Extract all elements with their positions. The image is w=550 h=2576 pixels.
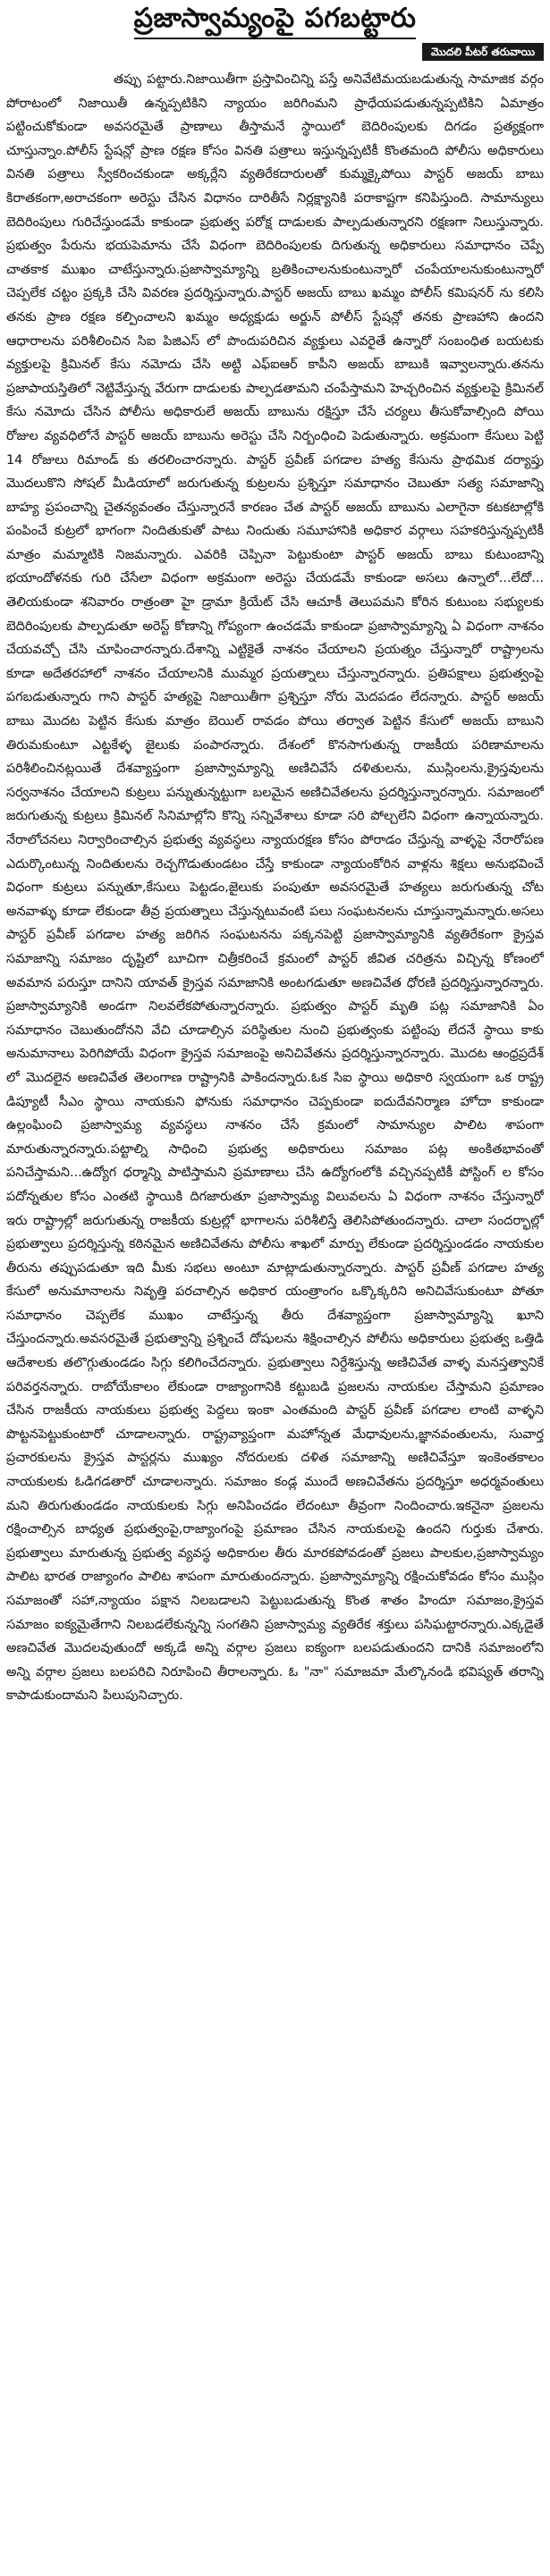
- article-body: తప్పు పట్టారు.నిజాయితీగా ప్రస్తావించిన్ని పస్తే అనివేటిమయబడుతున్న సామాజిక వర్గం పోరాటంలో నిజాయితీ ఉన్నప్పటికిని న్యాయం జరిగింమని ప్రాధేయపడుతున్నప్పటికిని ఏమాత్రం పట్టించుకోకుండా అవసరమైతే ప్రాణాలు తీస్తామనే స్థాయిలో బెదిరింపులకు దిగడం ప్రత్యక్షంగా చూస్తున్నాం.పోలీస్ స్టేషన్లో ప్రాణ రక్షణ కోసం వినతి పత్రాలు ఇస్తున్నప్పటికీ కొంతమంది పోలీసు అధికారులు వినతి పత్రాలు స్వీకరించకుండా అక్కర్లేని వ్యతిరేకదారులతో కుమ్మక్కైపోయి పాస్టర్ అజయ్ బాబు కిరాతకంగా,అరాచకంగా అరెస్టు చేసిన విధానం దారితీసే నిర్లక్ష్యానికి పరాకాష్టగా కనిపిస్తుంది. సామాన్యులు బెదిరింపులు గురిచేస్తుండమే కాకుండా ప్రభుత్వ పరోక్ష దాడులకు పాల్పడుతున్నారని రక్షణగా నిలుస్తున్నారు. ప్రభుత్వం పేరును భయపెమాను చేసే విధంగా బెదిరింపులకు దిగుతున్న అధికారులు సమాధానం చెప్పే చాతకాక ముఖం చాటేస్తున్నారు.ప్రజాస్వామ్యాన్ని బ్రతికించాలనుకుంటున్నారో చంపేయాలనుకుంటున్నారో చెప్పలేక చట్టం ప్రక్కకి చేసి వివరణ ప్రదర్శిస్తున్నారు.పాస్టర్ అజయ్ బాబు ఖమ్మం పోలీస్ కమిషనర్ ను కలిసి తనకు ప్రాణ రక్షణ కల్పించాలని ఖమ్మం అధ్యక్షుడు అర్జున్ పోలీస్ స్టేషన్లో తనకు ప్రాణహాని ఉందని ఆధారాలను పరిశీలించిన సిఐ పిజిఎస్ లో పొందుపరిచిన వ్యక్తులు ఎవరైతే ఉన్నారో సంబంధిత బయటకు వ్యక్తులపై క్రిమినల్ కేసు నమోదు చేసి అట్టి ఎఫ్ఐఆర్ కాపీని అజయ్ బాబుకి ఇవ్వాలన్నారు.తనను ప్రజాపాయస్తితిలో నెట్టివేస్తున్న వేరుగా దాడులకు పాల్పడతామని చంపేస్తామని హెచ్చరించిన వ్యక్తులపై క్రిమినల్ కేసు నమోదు చేసిన పోలీసు అధికారులే అజయ్ బాబును రక్షిస్తూ చేసే చర్యలు తీసుకోవాల్సింది పోయి రోజుల వ్యవధిలోనే పాస్టర్ అజయ్ బాబును అరెస్టు చేసి నిర్బంధించి పెడుతున్నారు. అక్రమంగా కేసులు పెట్టి 14 రోజులు రిమాండ్ కు తరలించారన్నారు. పాస్టర్ ప్రవీణ్ పగడాల హత్య కేసును ప్రాథమిక దర్యాప్తు మొదలుకొని సోషల్ మీడియాలో జరుగుతున్న కుట్రలను ప్రశ్నిస్తూ సమాధానం చెబుతూ సత్య సమాజాన్ని బాహ్య ప్రపంచాన్ని చైతన్యవంతం చేస్తున్నారనే కారణం చేత పాస్టర్ అజయ్ బాబును ఎలాగైనా కటకటాల్లోకి పంపించే కుట్రలో భాగంగా నిందితుకుతో పాటు నిందుతు సమూహానికి అధికార వర్గాలు సహకరిస్తున్నప్పటికీ మాత్రం మమ్మాటికి నిజమన్నారు. ఎవరికి చెప్పినా పెట్టుకుంటా పాస్టర్ అజయ్ బాబు కుటుంబాన్ని భయాందోళనకు గురి చేసేలా విధంగా అక్రమంగా అరెస్టు చేయడమే కాకుండా అసలు ఉన్నాలో...లేదో... తెలియకుండా శనివారం రాత్రంతా హై డ్రామా క్రియేట్ చేసి ఆచూకీ తెలుపమని కోరిన కుటుంబ సభ్యులకు బెదిరింపులకు పాల్పడుతూ అరెస్ట్ కోణాన్ని గోప్యంగా ఉంచడమే కాకుండా ప్రజాస్వామ్యాన్ని ఏ విధంగా నాశనం చేయవచ్చో చేసి చూపించారన్నారు.దేశాన్ని ఎట్టికైతే నాశనం చేయాలని ప్రయత్నం చేస్తున్నారో రాష్ట్రాలను కూడా అదేతరహాలో నాశనం చేయాలనికి ముమ్మర ప్రయత్నాలు చేస్తున్నారన్నారు. ప్రతిపక్షాలు ప్రభుత్వంపై పగబడుతున్నారు గాని పాస్టర్ హత్యపై నిజాయితీగా ప్రశ్నిస్తూ నోరు మెదపడం లేదన్నారు. పాస్టర్ అజయ్ బాబు మొదట పెట్టిన కేసుకు మాత్రం బెయిల్ రావడం పోయి తర్వాత పెట్టిన కేసులో అజయ్ బాబుని తిరుమకుంటూ ఎట్టకేళ్ళ జైలుకు పంపారన్నారు. దేశంలో కొనసాగుతున్న రాజకీయ పరిణామాలను పరిశీలించినట్లయితే దేశవ్యాప్తంగా ప్రజాస్వామ్యాన్ని అణిచివేసే దళితులను, ముస్లింలను,క్రైస్తవులను సర్వనాశనం చేయాలని కుట్రలు పన్నుతున్నట్టుగా బలమైన అణిచివేతలను ప్రదర్శిస్తున్నారన్నారు. సమాజంలో జరుగుతున్న కుట్రలు క్రిమినల్ సినిమాల్లోని కొన్ని సన్నివేశాలు కూడా సరి పోల్చలేని విధంగా ఉన్నాయన్నారు. నేరాలోచనలు నిర్వారించాల్సిన ప్రభుత్వ వ్యవస్థలు న్యాయరక్షణ కోసం పోరాడం చేస్తున్న వాళ్ళపై నేరారోపణ ఎదుర్కొంటున్న నిందితులను రెచ్చగొడుతుండటం చేస్తే కాకుండా న్యాయంకోరిన వాళ్లను శిక్షలు అనుభవించే విధంగా కుట్రలు పన్నుతూ,కేసులు పెట్టడం,జైలుకు పంపుతూ అవసరమైతే హత్యలు జరుగుతున్న చోట అనవాళ్ళు కూడా లేకుండా తీవ్ర ప్రయత్నాలు చేస్తున్నటువంటి పలు సంఘటనలను చూస్తున్నామన్నారు.అసలు పాస్టర్ ప్రవీణ్ పగడాల హత్య జరిగిన సంఘటనను పక్కనపెట్టి ప్రజాస్వామ్యానికి వ్యతిరేకంగా క్రైస్తవ సమాజాన్ని సమాజం దృష్టిలో బూచిగా చిత్రీకరించే క్రమంలో పాస్టర్ జీవిత చరిత్రను విచ్చిన్న కోణంలో అవమాన పరుస్తూ దానిని యావత్ క్రైస్తవ సమాజానికి అంటగడుతూ అణచివేత ధోరణి ప్రదర్శిస్తున్నారన్నారు. ప్రజాస్వామ్యానికి అండగా నిలవలేకపోతున్నారన్నారు. ప్రభుత్వం పాస్టర్ మృతి పట్ల సమాజానికి ఏం సమాధానం చెబుతుందోనని వేచి చూడాల్సిన పరిస్థితుల నుంచి ప్రభుత్వంకు పట్టింపు లేదనే స్థాయి కాకు అనుమానాలు పెరిగిపోయే విధంగా క్రైస్తవ సమాజంపై అనిచివేతను ప్రదర్శిస్తున్నారన్నారు. మొదట ఆంధ్రప్రదేశ్ లో మొదలైన అణచివేత తెలంగాణ రాష్ట్రానికి పాకిందన్నారు.ఓక సిఐ స్థాయి అధికారి స్వయంగా ఒక రాష్ట్ర డిప్యూటీ సీఎం స్థాయి నాయకుని ఫోనుకు సమాధానం చెప్పకుండా ఐదుదేవనిర్మాణ హోదా కాకుండా ఉల్లంఘించి ప్రజాస్వామ్య వ్యవస్థలు నాశనం చేసే క్రమంలో సామాన్యుల పాలిట శాపంగా మారుతున్నారన్నారు.పట్టాల్ని సాధించి ప్రభుత్వ అధికారులు సమాజం పట్ల అంకితభావంతో పనిచేస్తామని...ఉద్యోగ ధర్మాన్ని పాటిస్తామని ప్రమాణాలు చేసి ఉద్యోగంలోకి వచ్చినప్పటికీ పోస్టింగ్ ల కోసం పదోన్నతుల కోసం ఎంతటి స్థాయికి దిగజారుతూ ప్రజాస్వామ్య విలువలను ఏ విధంగా నాశనం చేస్తున్నారో ఇరు రాష్ట్రాల్లో జరుగుతున్న రాజకీయ కుట్రల్లో భాగాలను పరిశీలిస్తే తెలిసిపోతుందన్నారు. చాలా సందర్భాల్లో ప్రభుత్వాలు ప్రదర్శిస్తున్న కఠినమైన అణిచివేతను పోలీసు శాఖలో మార్పు లేకుండా ప్రదర్శిస్తుండడం నాయకుల తీరును తప్పుపడుతూ ఇది మీకు సభలు అంటూ మాట్లాడుతున్నారన్నారు. పాస్టర్ ప్రవీణ్ పగడాల హత్య కేసులో అనుమానాలను నివృత్తి పరచాల్సిన అధికార యంత్రాంగం ఒక్కొక్కరిని అనిచివేసుకుంటూ పోతూ సమాధానం చెప్పలేక ముఖం చాటేస్తున్న తీరు దేశవ్యాప్తంగా ప్రజాస్వామ్యాన్ని ఖూని చేస్తుందన్నారు.అవసరమైతే ప్రభుత్వాన్ని ప్రశ్నించే దోషులను శిక్షించాల్సిన పోలీసు అధికారులు ప్రభుత్వ ఒత్తిడి ఆదేశాలకు తలొగ్గుతుండడం సిగ్గు కలిగించేదన్నారు. ప్రభుత్వాలు నిర్దేశిస్తున్న అణిచివేత వాళ్ళ మనస్తత్వానికే పరివర్తనన్నారు. రాబోయేకాలం లేకుండా రాజ్యాంగానికి కట్టుబడి ప్రజలను నాయకుల చేస్తామని ప్రమాణం చేసిన రాజకీయ నాయకులు ప్రభుత్వ పెద్దలు ఇంకా ఎంతమంది పాస్టర్ ప్రవీణ్ పగడాల లాంటి వాళ్ళని పొట్టనపెట్టుకుంటారో చూడాలన్నారు. రాష్ట్రవ్యాప్తంగా మహోన్నత మేధావులను,జ్ఞానవంతులను, సువార్త ప్రచారకులను క్రైస్తవ పాస్టర్లను ముఖ్యం నోదరులకు దళిత సమాజాన్ని అణిచివేస్తూ ఇంకెంతకాలం నాయకులకు ఓడిగడతారో చూడాలన్నారు. సమాజం కండ్ల ముందే అణచివేతను ప్రదర్శిస్తూ అధర్మవంతులు మని తిరుగుతుండడం నాయకులకు సిగ్గు అనిపించడం లేదంటూ తీవ్రంగా నిందించారు.ఇకనైనా ప్రజలను రక్షించాల్సిన బాధ్యత ప్రభుత్వంపై,రాజ్యాంగంపై ప్రమాణం చేసిన నాయకులపై ఉందని గుర్తుకు చేశారు. ప్రభుత్వాలు మారుతున్న ప్రభుత్వ వ్యవస్థ అధికారుల తీరు మారకపోవడంతో ప్రజలు పాలకుల,ప్రజాస్వామ్యం పాలిట భారత రాజ్యాంగం పాలిట శాపంగా మారుతుందన్నారు. ప్రజాస్వామ్యాన్ని రక్షించుకోవడం కోసం ముస్లిం సమాజంతో సహా,న్యాయం పక్షాన నిలబడాలని పెట్టుబడుతున్న కొంత శాతం హిందూ సమాజం,క్రైస్తవ సమాజం ఐక్యమైతేగాని నిలబడలేకున్నన్ని సంగతిని ప్రజాస్వామ్య వ్యతిరేక శక్తులు పసిఘట్టారన్నారు.ఎక్కడైతే అణచివేత మొదలవుతుందో అక్కడే అన్ని వర్గాల ప్రజలు ఐక్యంగా బలపడుతుందని దానికి సమాజంలోని అన్ని వర్గాల ప్రజలు బలపరిచి నిరూపించి తీరాలన్నారు. ఓ "నా" సమాజమా మేల్కొనండి భవిష్యత్ తరాన్ని కాపాడుకుందామని పిలుపునిచ్చారు.: [6, 72, 544, 1704]
- headline-container: [6, 0, 544, 43]
- byline-row: [6, 43, 544, 66]
- byline-badge: మొదలి పీటర్ తరువాయి: [422, 43, 544, 61]
- article-headline: ప్రజాస్వామ్యంపై పగబట్టారు: [134, 2, 417, 39]
